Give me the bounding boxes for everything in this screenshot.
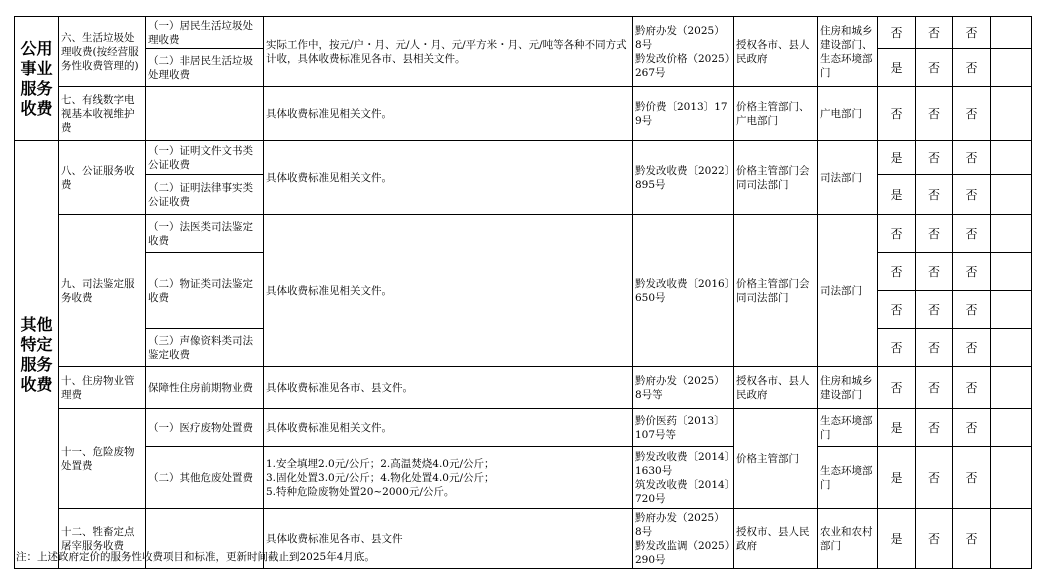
standard-cell: 具体收费标准见相关文件。	[264, 87, 633, 141]
flag-cell: 否	[916, 49, 953, 87]
department-cell: 生态环境部门	[818, 409, 878, 447]
flag-cell: 否	[916, 329, 953, 367]
flag-cell: 否	[953, 175, 991, 215]
department-cell: 住房和城乡建设部门、生态环境部门	[818, 17, 878, 87]
flag-cell: 否	[953, 87, 991, 141]
doc-ref: 筑发改收费〔2014〕720号	[635, 478, 730, 505]
fee-table	[14, 16, 1044, 569]
sub-item: （二）其他危废处置费	[146, 447, 264, 509]
sub-item: （二）非居民生活垃圾处理收费	[146, 49, 264, 87]
department-cell: 生态环境部门	[818, 447, 878, 509]
department-cell: 住房和城乡建设部门	[818, 367, 878, 409]
footnote: 注：上述政府定价的服务性收费项目和标准，更新时间截止到2025年4月底。	[16, 551, 375, 563]
doc-ref: 黔府办发（2025）8号	[635, 511, 725, 538]
sub-item: （一）证明文件文书类公证收费	[146, 141, 264, 175]
department-cell: 农业和农村部门	[818, 509, 878, 569]
standard-cell: 具体收费标准见相关文件。	[264, 409, 633, 447]
item-name: 十一、危险废物处置费	[59, 409, 146, 509]
flag-cell: 是	[878, 175, 916, 215]
doc-cell: 黔价费〔2013〕179号	[633, 87, 734, 141]
flag-cell: 否	[953, 367, 991, 409]
flag-cell: 是	[878, 49, 916, 87]
flag-cell: 否	[953, 49, 991, 87]
empty-cell	[991, 215, 1032, 253]
flag-cell: 否	[916, 87, 953, 141]
flag-cell: 否	[953, 509, 991, 569]
table-row	[15, 215, 1044, 253]
flag-cell: 否	[916, 509, 953, 569]
department-cell: 广电部门	[818, 87, 878, 141]
flag-cell: 否	[953, 17, 991, 49]
standard-line: 1.安全填埋2.0元/公斤；2.高温焚烧4.0元/公斤；	[266, 457, 495, 470]
standard-cell: 具体收费标准见各市、县文件	[264, 509, 633, 569]
doc-ref: 黔发改收费〔2014〕1630号	[635, 450, 730, 477]
table-row	[15, 367, 1044, 409]
sub-item: （一）法医类司法鉴定收费	[146, 215, 264, 253]
standard-cell: 具体收费标准见相关文件。	[264, 141, 633, 215]
flag-cell: 否	[878, 87, 916, 141]
authority-cell: 价格主管部门、广电部门	[734, 87, 818, 141]
flag-cell: 否	[953, 141, 991, 175]
table-row	[15, 17, 1044, 49]
empty-cell	[991, 291, 1032, 329]
flag-cell: 否	[916, 409, 953, 447]
standard-cell: 具体收费标准见相关文件。	[264, 215, 633, 367]
flag-cell: 否	[916, 447, 953, 509]
flag-cell: 否	[953, 329, 991, 367]
empty-cell	[991, 367, 1032, 409]
item-name: 十二、牲畜定点屠宰服务收费	[59, 509, 146, 569]
flag-cell: 否	[916, 17, 953, 49]
department-cell: 司法部门	[818, 215, 878, 367]
department-cell: 司法部门	[818, 141, 878, 215]
item-name: 七、有线数字电视基本收视维护费	[59, 87, 146, 141]
item-name: 六、生活垃圾处理收费(按经营服务性收费管理的)	[59, 17, 146, 87]
empty-cell	[991, 49, 1032, 87]
flag-cell: 否	[953, 253, 991, 291]
table-row	[15, 447, 1044, 509]
authority-cell: 价格主管部门会同司法部门	[734, 141, 818, 215]
doc-cell: 黔府办发（2025）8号等	[633, 367, 734, 409]
empty-cell	[991, 329, 1032, 367]
flag-cell: 否	[878, 17, 916, 49]
flag-cell: 否	[878, 367, 916, 409]
authority-cell: 授权各市、县人民政府	[734, 367, 818, 409]
doc-ref: 黔发改监调（2025）290号	[635, 539, 730, 566]
doc-ref: 黔府办发（2025）8号	[635, 24, 725, 51]
sub-item: （二）证明法律事实类公证收费	[146, 175, 264, 215]
category-public-utility: 公用事业服务收费	[15, 17, 59, 141]
flag-cell: 否	[878, 329, 916, 367]
doc-cell	[633, 17, 734, 87]
flag-cell: 否	[878, 253, 916, 291]
flag-cell: 否	[953, 215, 991, 253]
authority-cell: 授权各市、县人民政府	[734, 17, 818, 87]
item-name: 十、住房物业管理费	[59, 367, 146, 409]
empty-cell	[991, 447, 1032, 509]
doc-cell: 黔发改收费〔2022〕895号	[633, 141, 734, 215]
standard-cell: 具体收费标准见各市、县文件。	[264, 367, 633, 409]
empty-cell	[991, 175, 1032, 215]
flag-cell: 否	[916, 175, 953, 215]
flag-cell: 否	[953, 447, 991, 509]
sub-item: （二）物证类司法鉴定收费	[146, 253, 264, 329]
empty-cell	[991, 87, 1032, 141]
authority-cell: 价格主管部门会同司法部门	[734, 215, 818, 367]
doc-cell: 黔发改收费〔2016〕650号	[633, 215, 734, 367]
table-row	[15, 409, 1044, 447]
flag-cell: 否	[916, 141, 953, 175]
standard-cell	[264, 447, 633, 509]
flag-cell: 否	[878, 291, 916, 329]
flag-cell: 否	[953, 409, 991, 447]
sub-item: （一）医疗废物处置费	[146, 409, 264, 447]
doc-cell	[633, 447, 734, 509]
table-row	[15, 141, 1044, 175]
flag-cell: 否	[916, 215, 953, 253]
sub-item: （一）居民生活垃圾处理收费	[146, 17, 264, 49]
empty-cell	[991, 253, 1032, 291]
flag-cell: 否	[916, 367, 953, 409]
item-name: 八、公证服务收费	[59, 141, 146, 215]
flag-cell: 否	[916, 253, 953, 291]
authority-cell: 价格主管部门	[734, 409, 818, 509]
flag-cell: 否	[916, 291, 953, 329]
category-other-special: 其他特定服务收费	[15, 141, 59, 569]
standard-line: 5.特种危险废物处置20~2000元/公斤。	[266, 485, 455, 498]
item-name: 九、司法鉴定服务收费	[59, 215, 146, 367]
doc-cell	[633, 509, 734, 569]
flag-cell: 否	[953, 291, 991, 329]
standard-line: 3.固化处置3.0元/公斤；4.物化处置4.0元/公斤；	[266, 471, 495, 484]
doc-cell: 黔价医药〔2013〕107号等	[633, 409, 734, 447]
empty-cell	[146, 87, 264, 141]
authority-cell: 授权市、县人民政府	[734, 509, 818, 569]
sub-item: （三）声像资料类司法鉴定收费	[146, 329, 264, 367]
empty-cell	[991, 141, 1032, 175]
empty-cell	[991, 409, 1032, 447]
table-row	[15, 87, 1044, 141]
flag-cell: 是	[878, 509, 916, 569]
flag-cell: 是	[878, 447, 916, 509]
doc-ref: 黔发改价格（2025）267号	[635, 52, 730, 79]
sub-item: 保障性住房前期物业费	[146, 367, 264, 409]
empty-cell	[991, 509, 1032, 569]
flag-cell: 是	[878, 409, 916, 447]
standard-cell: 实际工作中，按元/户・月、元/人・月、元/平方米・月、元/吨等各种不同方式计收，具体收费标准见各市、县相关文件。	[264, 17, 633, 87]
flag-cell: 是	[878, 141, 916, 175]
flag-cell: 否	[878, 215, 916, 253]
empty-cell	[991, 17, 1032, 49]
